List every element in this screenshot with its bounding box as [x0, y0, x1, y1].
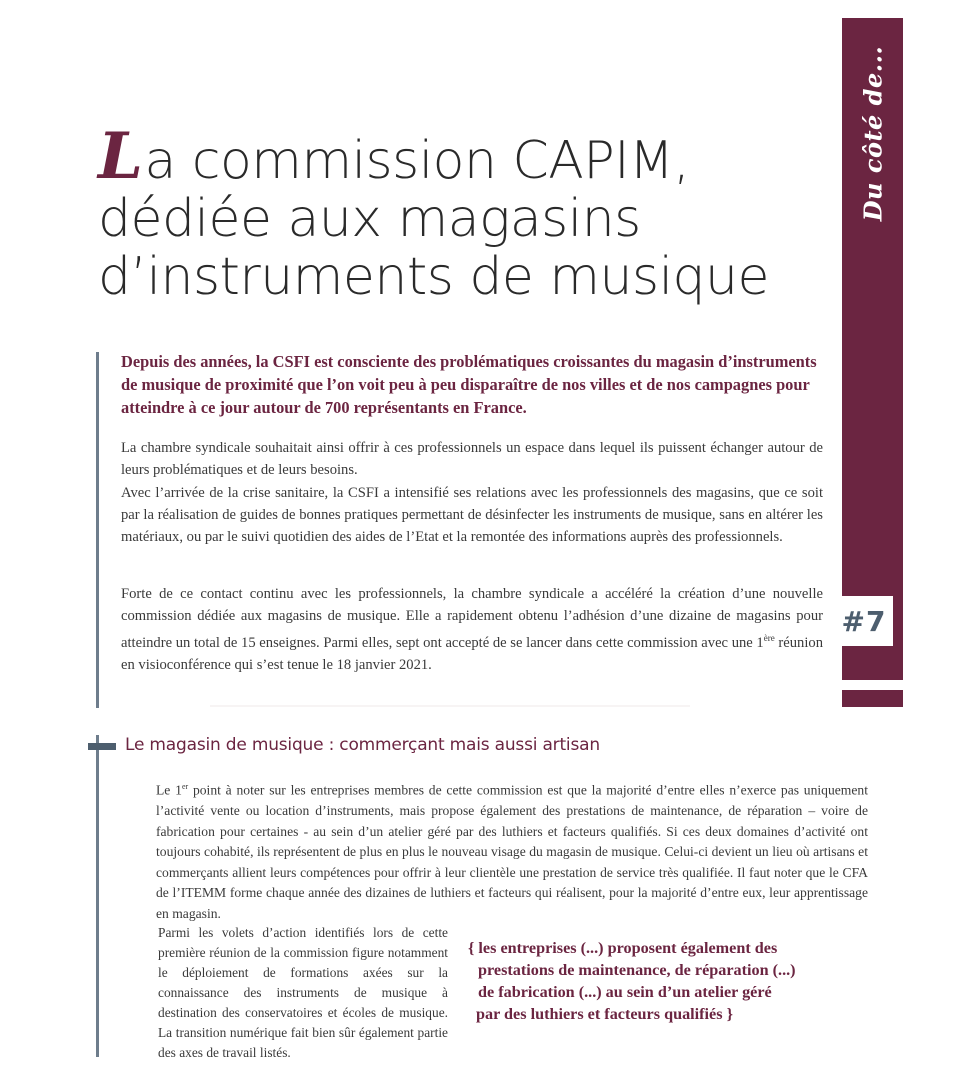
side-banner-label: [842, 18, 903, 248]
title-line-1-text: a commission CAPIM,: [144, 131, 690, 191]
side-banner-footer: [842, 690, 903, 707]
pull-quote-line: { les entreprises (...) proposent également des: [468, 939, 778, 957]
left-column-paragraph: Parmi les volets d’action identifiés lors de cette première réunion de la commission figure notamment le déploiement de formations axées sur la connaissance des instruments de musique à destination des conservatoires et écoles de musique. La transition numérique fait bien sûr également partie des axes de travail listés.: [158, 925, 448, 1060]
divider: [210, 705, 690, 707]
intro-lead: Depuis des années, la CSFI est consciente des problématiques croissantes du magasin d’instruments de musique de proximité que l’on voit peu à peu disparaître de nos villes et de nos campagnes pour atteindre à ce jour autour de 700 représentants en France.: [121, 352, 817, 417]
section-paragraph: [156, 777, 868, 924]
section-vertical-rule: [96, 735, 99, 1057]
section-heading: Le magasin de musique : commerçant mais aussi artisan: [125, 735, 600, 755]
title-line-1: [98, 119, 818, 194]
paragraph-1: La chambre syndicale souhaitait ainsi offrir à ces professionnels un espace dans lequel ils puissent échanger autour de leurs problématiques et de leurs besoins.: [121, 440, 823, 478]
title-line-3: d’instruments de musique: [98, 247, 770, 307]
issue-number-badge: [835, 596, 893, 646]
vertical-rule: [96, 352, 99, 708]
page-title: [98, 119, 818, 307]
issue-number: #7: [841, 604, 887, 638]
section-marker: [88, 743, 116, 750]
paragraph-3-a: Forte de ce contact continu avec les professionnels, la chambre syndicale a accéléré la création d’une nouvelle commission dédiée aux magasins de musique. Elle a rapidement obtenu l’adhésion d’une dizaine de magasins pour atteindre un total de 15 enseignes. Parmi elles, sept ont accepté de se lancer dans cette commission avec une 1: [121, 586, 823, 651]
title-dropcap: L: [98, 119, 143, 194]
paragraph-3-sup: ère: [763, 633, 775, 643]
pull-quote-line: par des luthiers et facteurs qualifiés }: [476, 1005, 733, 1023]
section-paragraph-a: Le 1: [156, 782, 182, 798]
paragraph-2: Avec l’arrivée de la crise sanitaire, la CSFI a intensifié ses relations avec les professionnels des magasins, que ce soit par la réalisation de guides de bonnes pratiques permettant de désinfecter les instruments de musique, sans en altérer les matériaux, ou par le suivi quotidien des aides de l’Etat et la remontée des informations auprès des professionnels.: [121, 485, 823, 545]
section-paragraph-sup: er: [181, 782, 189, 791]
paragraph-3-b: réunion en visioconférence qui s’est tenue le 18 janvier 2021.: [121, 634, 823, 673]
pull-quote-line: prestations de maintenance, de réparation (...): [478, 961, 796, 979]
pull-quote: [468, 937, 888, 1025]
pull-quote-line: de fabrication (...) au sein d’un atelier géré: [478, 983, 772, 1001]
paragraph-3: [121, 583, 823, 676]
side-banner-text: Du côté de...: [858, 45, 888, 221]
title-line-2: dédiée aux magasins: [98, 189, 641, 249]
section-paragraph-b: point à noter sur les entreprises membres de cette commission est que la majorité d’entre elles n’exerce pas uniquement l’activité vente ou location d’instruments, mais propose également des prestations de maintenance, de réparation – voire de fabrication pour certaines - au sein d’un atelier géré par des luthiers et facteurs qualifiés. Si ces deux domaines d’activité ont toujours cohabité, ils représentent de plus en plus le nouveau visage du magasin de musique. Celui-ci devient un lieu où artisans et commerçants allient leurs compétences pour offrir à leur clientèle une prestation de service très qualifiée. Il faut noter que le CFA de l’ITEMM forme chaque année des dizaines de luthiers et facteurs qui réalisent, pour la majorité d’entre eux, leur apprentissage en magasin.: [156, 782, 868, 921]
